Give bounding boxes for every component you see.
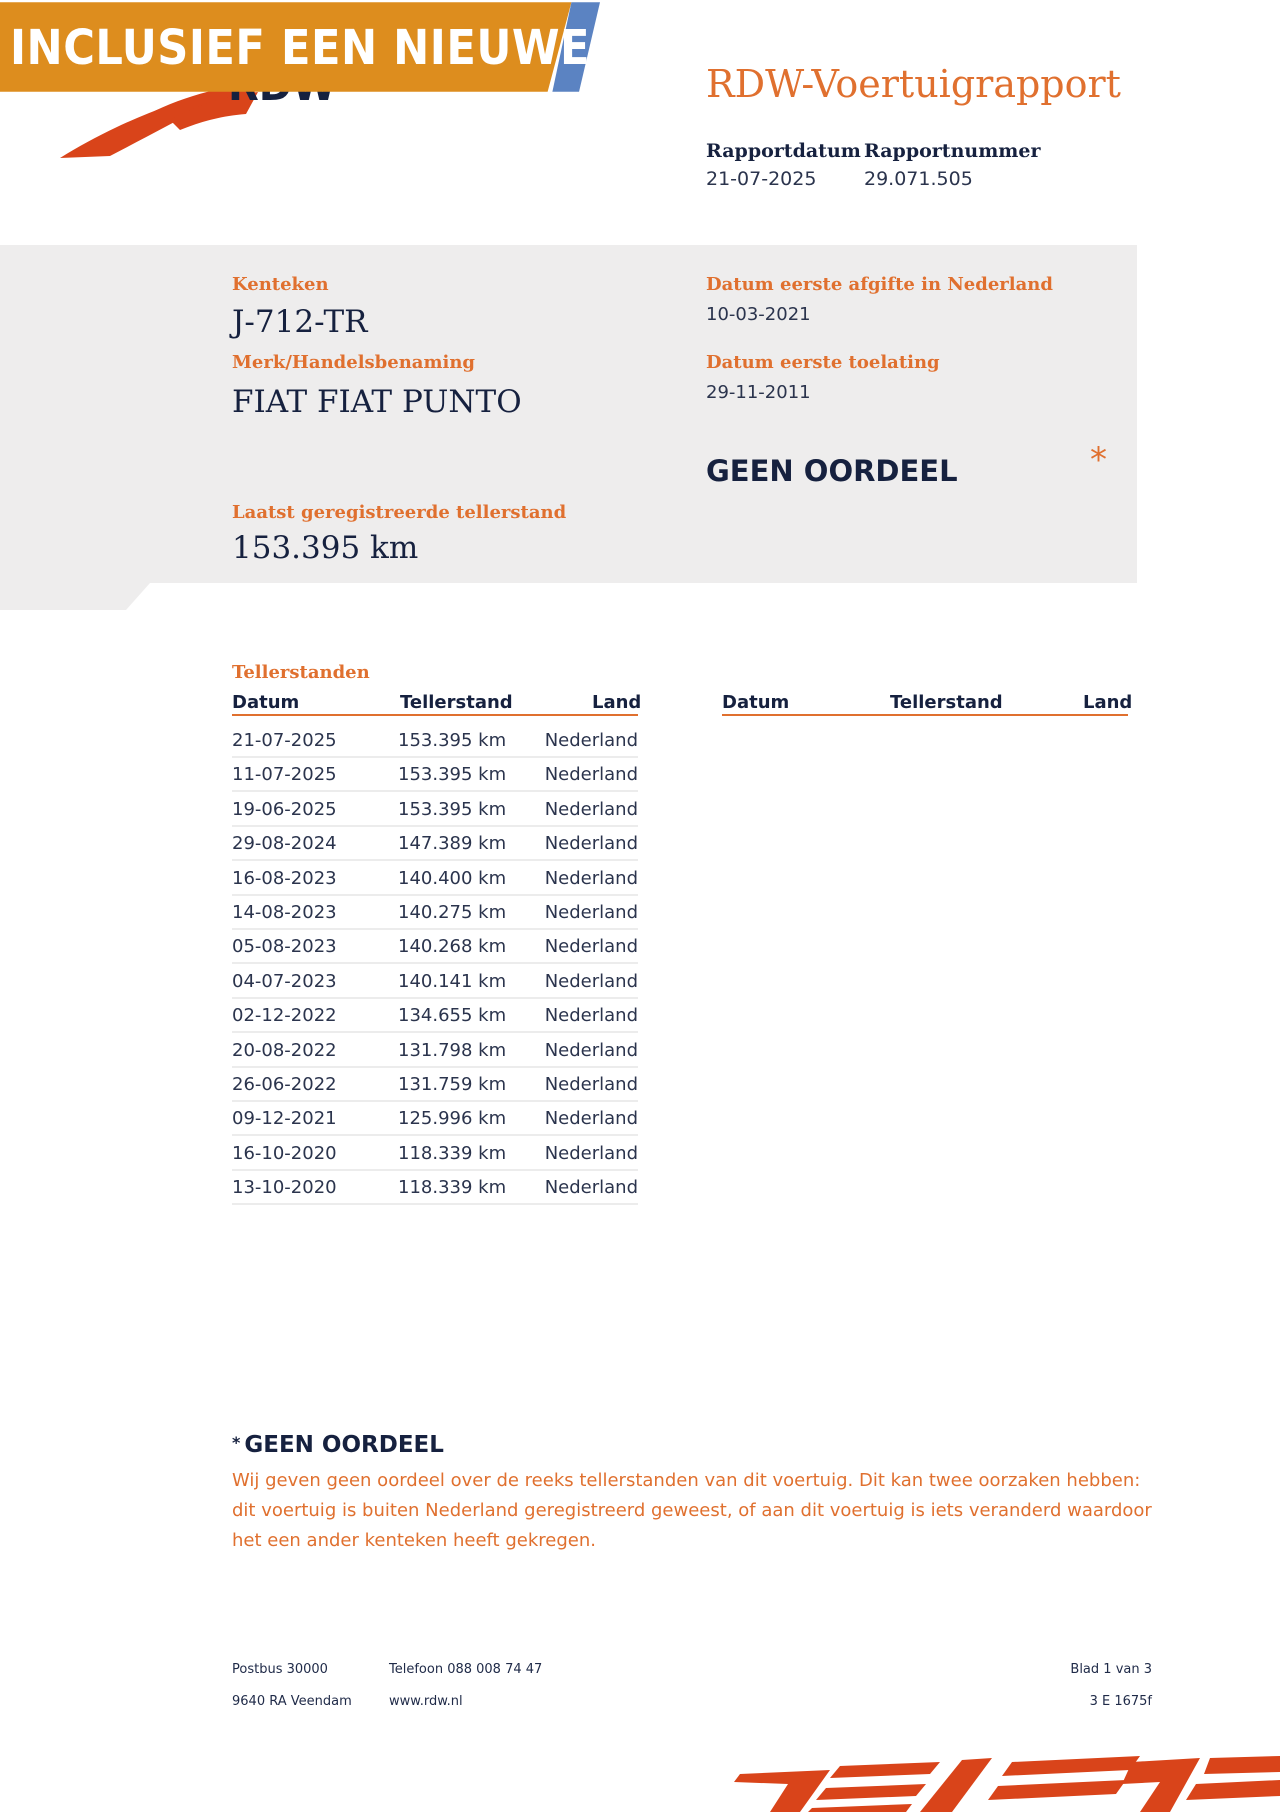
footnote-title-text: GEEN OORDEEL [244, 1432, 444, 1458]
reading-date: 14-08-2023 [232, 902, 337, 923]
plate-value: J-712-TR [232, 304, 368, 340]
reading-country: Nederland [544, 1142, 638, 1164]
footer-postbus: Postbus 30000 [232, 1662, 328, 1677]
verdict-footnote-marker: * [1090, 440, 1107, 480]
table-row [232, 997, 638, 1033]
first-admission-value: 29-11-2011 [706, 382, 811, 403]
reading-date: 16-08-2023 [232, 867, 337, 889]
first-admission-label: Datum eerste toelating [706, 352, 940, 373]
col-header-odometer: Tellerstand [400, 692, 513, 713]
reading-country: Nederland [544, 798, 638, 820]
plate-label: Kenteken [232, 274, 329, 295]
reading-odometer: 131.759 km [398, 1074, 507, 1095]
table-row [232, 894, 638, 930]
reading-odometer: 118.339 km [398, 1142, 507, 1164]
reading-country: Nederland [544, 1177, 638, 1199]
reading-date: 26-06-2022 [232, 1074, 337, 1095]
table-row [232, 722, 638, 758]
footnote-text: Wij geven geen oordeel over de reeks tellerstanden van dit voertuig. Dit kan twee oorzaken hebben: dit voertuig is buiten Nederland geregistreerd geweest, of aan dit voertuig is iets veranderd waardoor het een ander kenteken heeft gekregen. [232, 1470, 1152, 1551]
col-header-date: Datum [232, 692, 300, 713]
reading-odometer: 131.798 km [398, 1039, 507, 1061]
report-number: 29.071.505 [864, 168, 973, 190]
reading-odometer: 140.400 km [398, 867, 507, 889]
table-row [232, 1032, 638, 1068]
col-header-date-2: Datum [722, 692, 790, 713]
table-row [232, 928, 638, 964]
reading-odometer: 153.395 km [398, 764, 507, 786]
brand-value: FIAT FIAT PUNTO [232, 384, 522, 420]
reading-odometer: 134.655 km [398, 1005, 507, 1027]
vehicle-info-panel [0, 245, 1137, 610]
reading-date: 19-06-2025 [232, 798, 337, 820]
reading-country: Nederland [544, 936, 638, 958]
odometer-label: Laatst geregistreerde tellerstand [232, 502, 567, 523]
col-header-odometer-2: Tellerstand [890, 692, 1003, 713]
table-row [232, 1100, 638, 1136]
reading-country: Nederland [544, 867, 638, 889]
report-date: 21-07-2025 [706, 168, 817, 190]
table-row [232, 1066, 638, 1102]
promo-banner-text: INCLUSIEF EEN NIEUWE APK [10, 20, 706, 76]
reading-odometer: 153.395 km [398, 798, 507, 820]
footnote-marker: * [232, 1433, 241, 1452]
reading-date: 20-08-2022 [232, 1039, 337, 1061]
table-header-rule-2 [722, 714, 1128, 716]
reading-country: Nederland [544, 902, 638, 923]
reading-country: Nederland [544, 970, 638, 992]
reading-date: 16-10-2020 [232, 1142, 337, 1164]
footer-website[interactable]: www.rdw.nl [389, 1694, 463, 1709]
col-header-country: Land [592, 692, 642, 713]
reading-country: Nederland [544, 1005, 638, 1027]
reading-date: 04-07-2023 [232, 970, 337, 992]
reading-country: Nederland [544, 1039, 638, 1061]
footer-phone: Telefoon 088 008 74 47 [389, 1662, 543, 1677]
col-header-country-2: Land [1083, 692, 1133, 713]
brand-label: Merk/Handelsbenaming [232, 352, 476, 373]
report-number-label: Rapportnummer [864, 140, 1041, 162]
footer-city: 9640 RA Veendam [232, 1694, 352, 1709]
table-row [232, 825, 638, 861]
reading-country: Nederland [544, 833, 638, 855]
table-row [232, 791, 638, 827]
table-row [232, 963, 638, 999]
reading-odometer: 140.275 km [398, 902, 507, 923]
reading-country: Nederland [544, 1108, 638, 1130]
reading-date: 09-12-2021 [232, 1108, 337, 1130]
reading-odometer: 125.996 km [398, 1108, 507, 1130]
table-row [232, 756, 638, 792]
readings-title: Tellerstanden [232, 662, 370, 683]
reading-date: 02-12-2022 [232, 1005, 337, 1027]
verdict: GEEN OORDEEL [706, 454, 958, 488]
reading-date: 29-08-2024 [232, 833, 337, 855]
footnote-title [232, 1432, 444, 1458]
reading-odometer: 118.339 km [398, 1177, 507, 1199]
reading-date: 13-10-2020 [232, 1177, 337, 1199]
first-issue-nl-value: 10-03-2021 [706, 304, 811, 325]
reading-odometer: 153.395 km [398, 730, 507, 751]
reading-date: 21-07-2025 [232, 730, 337, 751]
rdw-stripes-icon [730, 1752, 1280, 1812]
reading-odometer: 140.141 km [398, 970, 507, 992]
reading-country: Nederland [544, 730, 638, 751]
table-row [232, 1135, 638, 1171]
reading-date: 11-07-2025 [232, 764, 337, 786]
reading-odometer: 147.389 km [398, 833, 507, 855]
odometer-value: 153.395 km [232, 530, 419, 566]
reading-date: 05-08-2023 [232, 936, 337, 958]
reading-country: Nederland [544, 1074, 638, 1095]
reading-odometer: 140.268 km [398, 936, 507, 958]
reading-country: Nederland [544, 764, 638, 786]
footer-code: 3 E 1675f [1089, 1694, 1152, 1709]
table-row [232, 1169, 638, 1205]
table-header-rule [232, 714, 638, 716]
footer-page-number: Blad 1 van 3 [1070, 1662, 1152, 1677]
report-title: RDW-Voertuigrapport [706, 62, 1121, 106]
table-row [232, 860, 638, 896]
report-date-label: Rapportdatum [706, 140, 861, 162]
first-issue-nl-label: Datum eerste afgifte in Nederland [706, 274, 1053, 295]
